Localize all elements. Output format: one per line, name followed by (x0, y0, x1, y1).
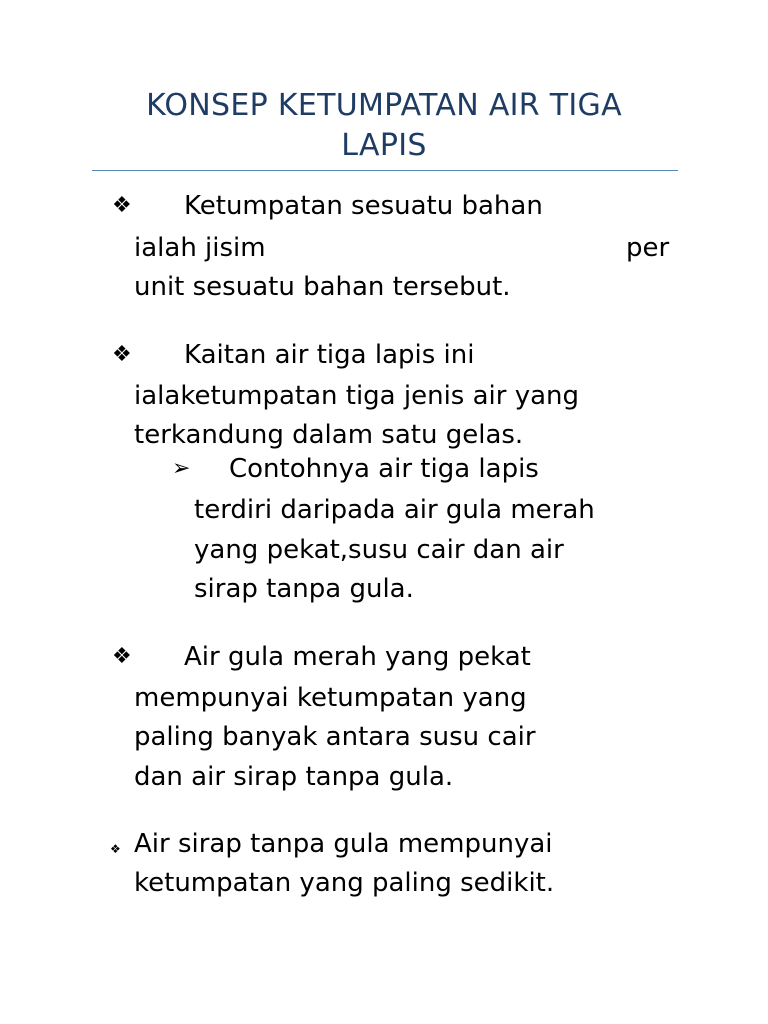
bullet-1-line-2: ialah jisim (134, 233, 266, 263)
bullet-1-line-3: unit sesuatu bahan tersebut. (134, 272, 511, 302)
bullet-4-line-1: Air sirap tanpa gula mempunyai (134, 829, 553, 859)
bullet-2-line-1: Kaitan air tiga lapis ini (184, 340, 475, 370)
title-line-1: KONSEP KETUMPATAN AIR TIGA (146, 88, 622, 123)
diamond-quad-icon: ❖ (112, 644, 132, 669)
bullet-3-line-4: dan air sirap tanpa gula. (134, 762, 454, 792)
title-underline (92, 170, 678, 171)
bullet-3-line-3: paling banyak antara susu cair (134, 722, 536, 752)
bullet-1-line-2-end: per (626, 233, 670, 263)
sub-bullet-line-3: yang pekat,susu cair dan air (194, 535, 564, 565)
diamond-quad-icon: ❖ (112, 193, 132, 218)
bullet-3-line-1: Air gula merah yang pekat (184, 642, 531, 672)
diamond-quad-small-icon: ❖ (110, 842, 121, 856)
bullet-2-line-3: terkandung dalam satu gelas. (134, 420, 524, 450)
diamond-quad-icon: ❖ (112, 342, 132, 367)
sub-bullet-line-4: sirap tanpa gula. (194, 574, 414, 604)
page-title (90, 86, 678, 166)
sub-bullet-line-1: Contohnya air tiga lapis (229, 454, 539, 484)
arrowhead-icon: ➢ (172, 456, 191, 481)
bullet-4-line-2: ketumpatan yang paling sedikit. (134, 868, 555, 898)
title-line-2: LAPIS (341, 128, 427, 163)
sub-bullet-line-2: terdiri daripada air gula merah (194, 495, 595, 525)
bullet-2-line-2: ialaketumpatan tiga jenis air yang (134, 381, 580, 411)
bullet-1-line-1: Ketumpatan sesuatu bahan (184, 191, 543, 221)
bullet-3-line-2: mempunyai ketumpatan yang (134, 683, 527, 713)
